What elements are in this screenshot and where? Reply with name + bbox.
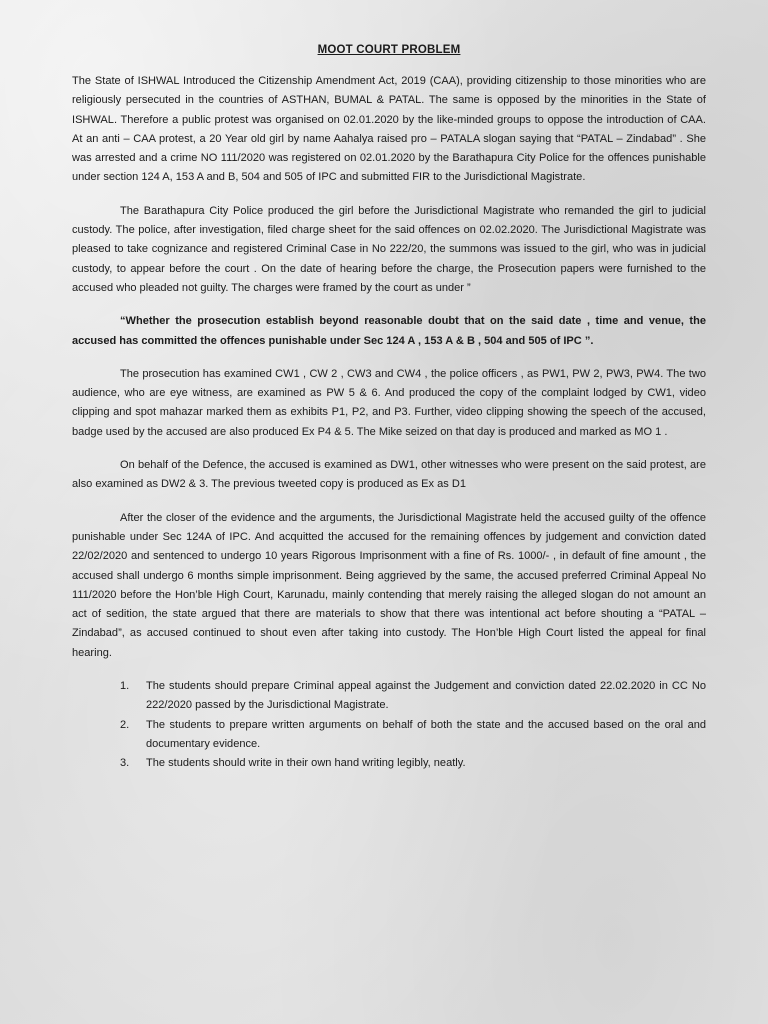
paragraph-defence: On behalf of the Defence, the accused is examined as DW1, other witnesses who were present on the said protest, are also examined as DW2 & 3. The previous tweeted copy is produced as Ex as D1 xyxy=(72,459,706,491)
list-item-text: The students should prepare Criminal appeal against the Judgement and conviction dated 22.02.2020 in CC No 222/2020 passed by the Jurisdictional Magistrate. xyxy=(146,680,706,712)
paragraph-facts: The State of ISHWAL Introduced the Citizenship Amendment Act, 2019 (CAA), providing citizenship to those minorities who are religiously persecuted in the countries of ASTHAN, BUMAL & PATAL. The same is opposed by the minorities in the State of ISHWAL. Therefore a public protest was organised on 02.01.2020 by the like-minded groups to oppose the introduction of CAA. At an anti – CAA protest, a 20 Year old girl by name Aahalya raised pro – PATALA slogan saying that “PATAL – Zindabad” . She was arrested and a crime NO 111/2020 was registered on 02.01.2020 by the Barathapura City Police for the offences punishable under section 124 A, 153 A and B, 504 and 505 of IPC and submitted FIR to the Jurisdictional Magistrate. xyxy=(72,75,706,184)
list-item-text: The students should write in their own hand writing legibly, neatly. xyxy=(146,757,466,770)
list-item xyxy=(120,677,706,716)
paragraph-charge: “Whether the prosecution establish beyond reasonable doubt that on the said date , time and venue, the accused has committed the offences punishable under Sec 124 A , 153 A & B , 504 and 505 of IPC ”. xyxy=(72,315,706,347)
list-item-text: The students to prepare written arguments on behalf of both the state and the accused based on the oral and documentary evidence. xyxy=(146,718,706,750)
list-item-number: 1. xyxy=(120,680,130,693)
list-item xyxy=(120,716,706,755)
document-title: MOOT COURT PROBLEM xyxy=(317,44,461,56)
paragraph-police: The Barathapura City Police produced the girl before the Jurisdictional Magistrate who remanded the girl to judicial custody. The police, after investigation, filed charge sheet for the said offences on 02.02.2020. The Jurisdictional Magistrate was pleased to take cognizance and registered Criminal Case in No 222/20, the summons was issued to the girl, who was in judicial custody, to appear before the court . On the date of hearing before the charge, the Prosecution papers were furnished to the accused who pleaded not guilty. The charges were framed by the court as under ” xyxy=(72,204,706,294)
task-list xyxy=(72,677,706,773)
paragraph-prosecution: The prosecution has examined CW1 , CW 2 , CW3 and CW4 , the police officers , as PW1, PW 2, PW3, PW4. The two audience, who are eye witness, are examined as PW 5 & 6. And produced the copy of the complaint lodged by CW1, video clipping and spot mahazar marked them as exhibits P1, P2, and P3. Further, video clipping showing the speech of the accused, badge used by the accused are also produced Ex P4 & 5. The Mike seized on that day is produced and marked as MO 1 . xyxy=(72,367,706,438)
list-item-number: 2. xyxy=(120,718,130,731)
list-item-number: 3. xyxy=(120,757,130,770)
list-item xyxy=(120,754,706,773)
paragraph-judgement: After the closer of the evidence and the arguments, the Jurisdictional Magistrate held the accused guilty of the offence punishable under Sec 124A of IPC. And acquitted the accused for the remaining offences by judgement and conviction dated 22/02/2020 and sentenced to undergo 10 years Rigorous Imprisonment with a fine of Rs. 1000/- , in default of fine amount , the accused shall undergo 6 months simple imprisonment. Being aggrieved by the same, the accused preferred Criminal Appeal No 111/2020 before the Hon’ble High Court, Karunadu, mainly contending that merely raising the alleged slogan do not amount an act of sedition, the state argued that there are materials to show that there was intentional act before shouting a “PATAL – Zindabad”, as accused continued to shout even after taking into custody. The Hon’ble High Court listed the appeal for final hearing. xyxy=(72,511,706,659)
